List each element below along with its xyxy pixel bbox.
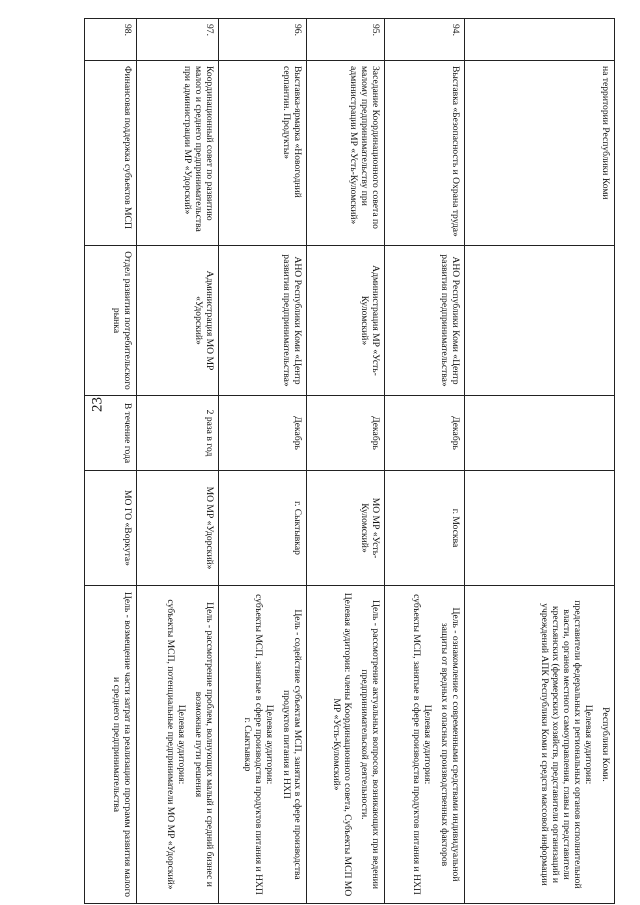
description-cell: [307, 586, 385, 904]
organizer-cell: Администрация МО МР «Удорский»: [137, 246, 219, 396]
audience-text: субъекты МСП, занятые в сфере производства продуктов питания и НХП г. Сыктывкар: [241, 594, 264, 895]
event-cell: на территории Республики Коми: [465, 61, 615, 246]
event-cell: Выставка «Безопасность и Охрана труда»: [385, 61, 465, 246]
row-number: 95.: [307, 19, 385, 61]
goal-text: Цель - рассмотрение проблем, волнующих малый и средний бизнес и возможные пути решения: [192, 602, 215, 887]
table-row: [307, 19, 385, 904]
organizer-cell: Администрация МР «Усть-Куломский»: [307, 246, 385, 396]
row-number: 94.: [385, 19, 465, 61]
goal-text: Цель - возмещение части затрат на реализацию программ развития малого и среднего предпринимательства: [110, 591, 133, 898]
audience-text: субъекты МСП, потенциальные предприниматели МО МР «Удорский»: [164, 599, 176, 890]
goal-text: Цель - ознакомление с современными средствами индивидуальной защиты от вредных и опасных производственных факторов: [438, 607, 461, 882]
audience-label: Целевая аудитория:: [421, 704, 433, 785]
page-number: 23: [89, 397, 106, 412]
audience-text: субъекты МСП, занятые в сфере производства продуктов питания и НХП: [410, 594, 422, 895]
row-number: 97.: [137, 19, 219, 61]
place-cell: МО МР «Усть-Куломский»: [307, 471, 385, 586]
organizer-cell: Отдел развития потребительского рынка: [85, 246, 137, 396]
description-cell: [137, 586, 219, 904]
organizer-cell: АНО Республики Коми «Центр развития предпринимательства»: [385, 246, 465, 396]
description-cell: [465, 586, 615, 904]
table-row: [85, 19, 137, 904]
description-cell: [85, 586, 137, 904]
table-row: [137, 19, 219, 904]
description-text: Республики Коми.: [600, 707, 611, 782]
place-cell: г. Москва: [385, 471, 465, 586]
date-cell: Декабрь: [307, 396, 385, 471]
date-cell: [465, 396, 615, 471]
place-cell: МО МР «Удорский»: [137, 471, 219, 586]
table-row: [385, 19, 465, 904]
table-row: [465, 19, 615, 904]
place-cell: г. Сыктывкар: [219, 471, 307, 586]
row-number: 98.: [85, 19, 137, 61]
place-cell: МО ГО «Воркута»: [85, 471, 137, 586]
description-cell: [385, 586, 465, 904]
place-cell: [465, 471, 615, 586]
date-cell: Декабрь: [219, 396, 307, 471]
description-cell: [219, 586, 307, 904]
date-cell: 2 раза в год: [137, 396, 219, 471]
organizer-cell: [465, 246, 615, 396]
event-cell: Заседание Координационного совета по малому предпринимательству при администрации МР «Усть-Куломский»: [307, 61, 385, 246]
organizer-cell: АНО Республики Коми «Центр развития предпринимательства»: [219, 246, 307, 396]
row-number: 96.: [219, 19, 307, 61]
audience-text: представители федеральных и региональных органов исполнительной власти, органов местного самоуправления, главы и представители крестьянских (фермерских) хозяйств, представители организаций и учреждений АПК Республики Коми и средств массовой информации: [538, 600, 583, 889]
audience-label: Целевая аудитория:: [175, 704, 187, 785]
table-row: [219, 19, 307, 904]
row-number: [465, 19, 615, 61]
rotated-content: [85, 18, 615, 903]
audience-text: Целевая аудитория: члены Координационного совета, Субъекты МСП МО МР «Усть-Куломский»: [330, 592, 353, 897]
rotated-sheet: [85, 18, 615, 903]
audience-label: Целевая аудитория:: [582, 704, 594, 785]
event-cell: Координационный совет по развитию малого и среднего предпринимательства при администрации МР «Удорский»: [137, 61, 219, 246]
date-cell: Декабрь: [385, 396, 465, 471]
audience-label: Целевая аудитория:: [263, 704, 275, 785]
event-cell: Выставка-ярмарка «Новогодний серпантин. Продукты»: [219, 61, 307, 246]
goal-text: Цель - содействие субъектам МСП, занятых в сфере производства продуктов питания и НХП: [280, 609, 303, 880]
events-table: [84, 18, 615, 904]
date-cell: В течение года: [85, 396, 137, 471]
goal-text: Цель - рассмотрение актуальных вопросов, возникающих при ведении предпринимательской деятельности.: [358, 600, 381, 889]
event-cell: Финансовая поддержка субъектов МСП: [85, 61, 137, 246]
